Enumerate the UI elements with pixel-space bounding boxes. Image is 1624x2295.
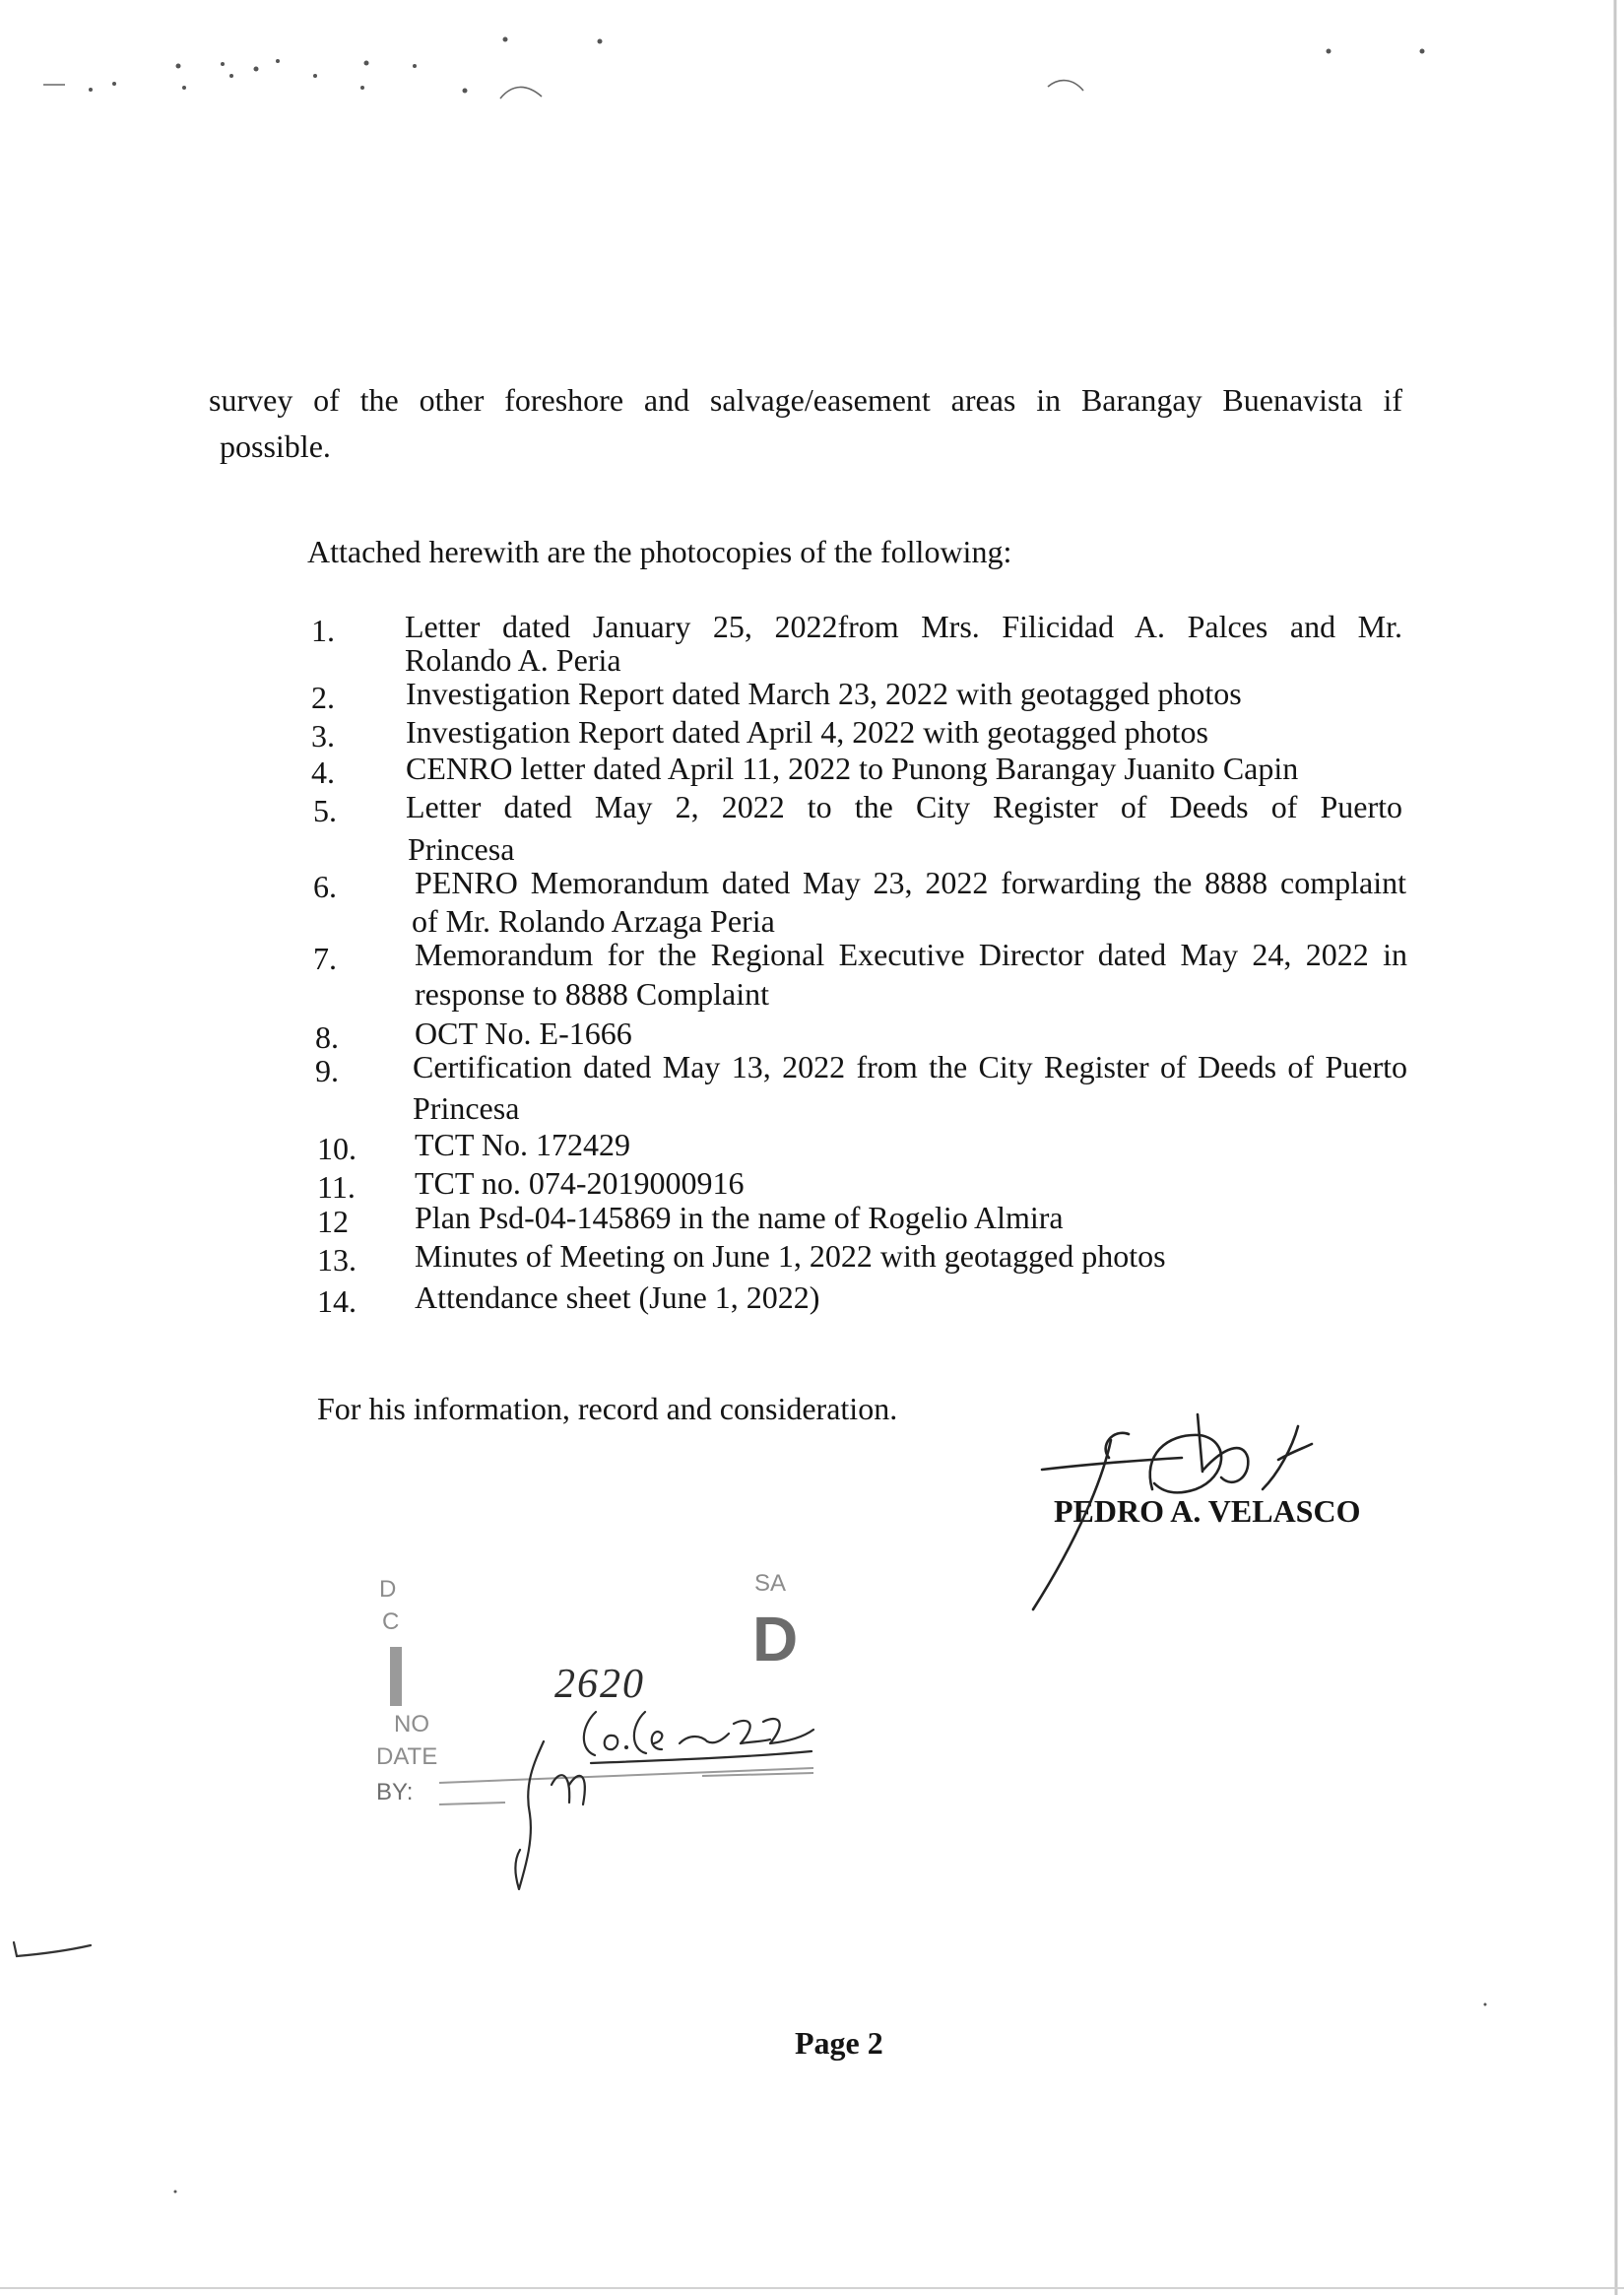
stamp-label: SA (754, 1570, 787, 1597)
attachment-number: 3. (311, 718, 335, 754)
signatory-name: PEDRO A. VELASCO (1054, 1493, 1361, 1529)
margin-mark (14, 1942, 91, 1956)
paragraph-continuation-line-2: possible. (220, 428, 331, 464)
stamp-field-by: BY: (376, 1779, 414, 1805)
attachment-text: OCT No. E-1666 (415, 1016, 632, 1051)
attachment-text: Certification dated May 13, 2022 from the City Register of Deeds of Puerto (413, 1049, 1407, 1084)
attachment-number: 12 (317, 1204, 349, 1239)
stamp-field-no: NO (394, 1711, 429, 1738)
attachment-number: 14. (317, 1283, 357, 1319)
attachment-text: PENRO Memorandum dated May 23, 2022 forwarding the 8888 complaint (415, 865, 1406, 900)
attachment-text: Investigation Report dated April 4, 2022 with geotagged photos (406, 714, 1208, 750)
attachment-text: Memorandum for the Regional Executive Director dated May 24, 2022 in (415, 937, 1407, 972)
stamp-lines (439, 1768, 813, 1804)
attachments-intro: Attached herewith are the photocopies of the following: (307, 534, 1012, 569)
attachment-number: 13. (317, 1242, 357, 1278)
closing-line: For his information, record and consideration. (317, 1391, 898, 1426)
scan-arcs (43, 81, 1083, 98)
attachment-number: 10. (317, 1131, 357, 1166)
attachment-number: 2. (311, 680, 335, 715)
attachment-number: 5. (313, 793, 337, 828)
attachment-text: Letter dated January 25, 2022from Mrs. Filicidad A. Palces and Mr. (405, 609, 1402, 644)
paragraph-continuation-line-1: survey of the other foreshore and salvage/easement areas in Barangay Buenavista if (209, 382, 1402, 418)
attachment-number: 8. (315, 1019, 339, 1055)
stamp-date-scribble (584, 1712, 813, 1763)
attachment-text: CENRO letter dated April 11, 2022 to Punong Barangay Juanito Capin (406, 751, 1299, 786)
attachment-text-continued: Princesa (413, 1090, 520, 1126)
attachment-text: TCT no. 074-2019000916 (415, 1165, 745, 1201)
attachment-number: 7. (313, 941, 337, 976)
attachment-text: Plan Psd-04-145869 in the name of Rogelio Almira (415, 1200, 1064, 1235)
scan-specks (89, 37, 1487, 2194)
attachment-text: TCT No. 172429 (415, 1127, 630, 1162)
attachment-text-continued: of Mr. Rolando Arzaga Peria (412, 903, 775, 939)
attachment-number: 4. (311, 754, 335, 790)
stamp-label: C (382, 1608, 400, 1635)
stamp-field-date: DATE (376, 1743, 438, 1770)
page-number: Page 2 (795, 2025, 883, 2061)
attachment-number: 6. (313, 869, 337, 904)
attachment-text-continued: Princesa (408, 831, 515, 867)
attachment-text: Investigation Report dated March 23, 2022 with geotagged photos (406, 676, 1242, 711)
stamp-handwritten-number: 2620 (554, 1662, 645, 1707)
stamp-label: D (379, 1576, 397, 1603)
stamp-faded-block (390, 1647, 402, 1706)
attachment-number: 9. (315, 1053, 339, 1088)
attachment-text: Attendance sheet (June 1, 2022) (415, 1279, 820, 1315)
stamp-label-large: D (752, 1604, 799, 1674)
attachment-text-continued: response to 8888 Complaint (415, 976, 769, 1012)
attachment-text-continued: Rolando A. Peria (405, 642, 621, 678)
attachment-text: Minutes of Meeting on June 1, 2022 with geotagged photos (415, 1238, 1166, 1274)
attachment-number: 1. (311, 613, 335, 648)
stamp-initials-scribble (515, 1741, 584, 1889)
attachment-number: 11. (317, 1169, 356, 1205)
attachment-text: Letter dated May 2, 2022 to the City Register of Deeds of Puerto (406, 789, 1402, 824)
